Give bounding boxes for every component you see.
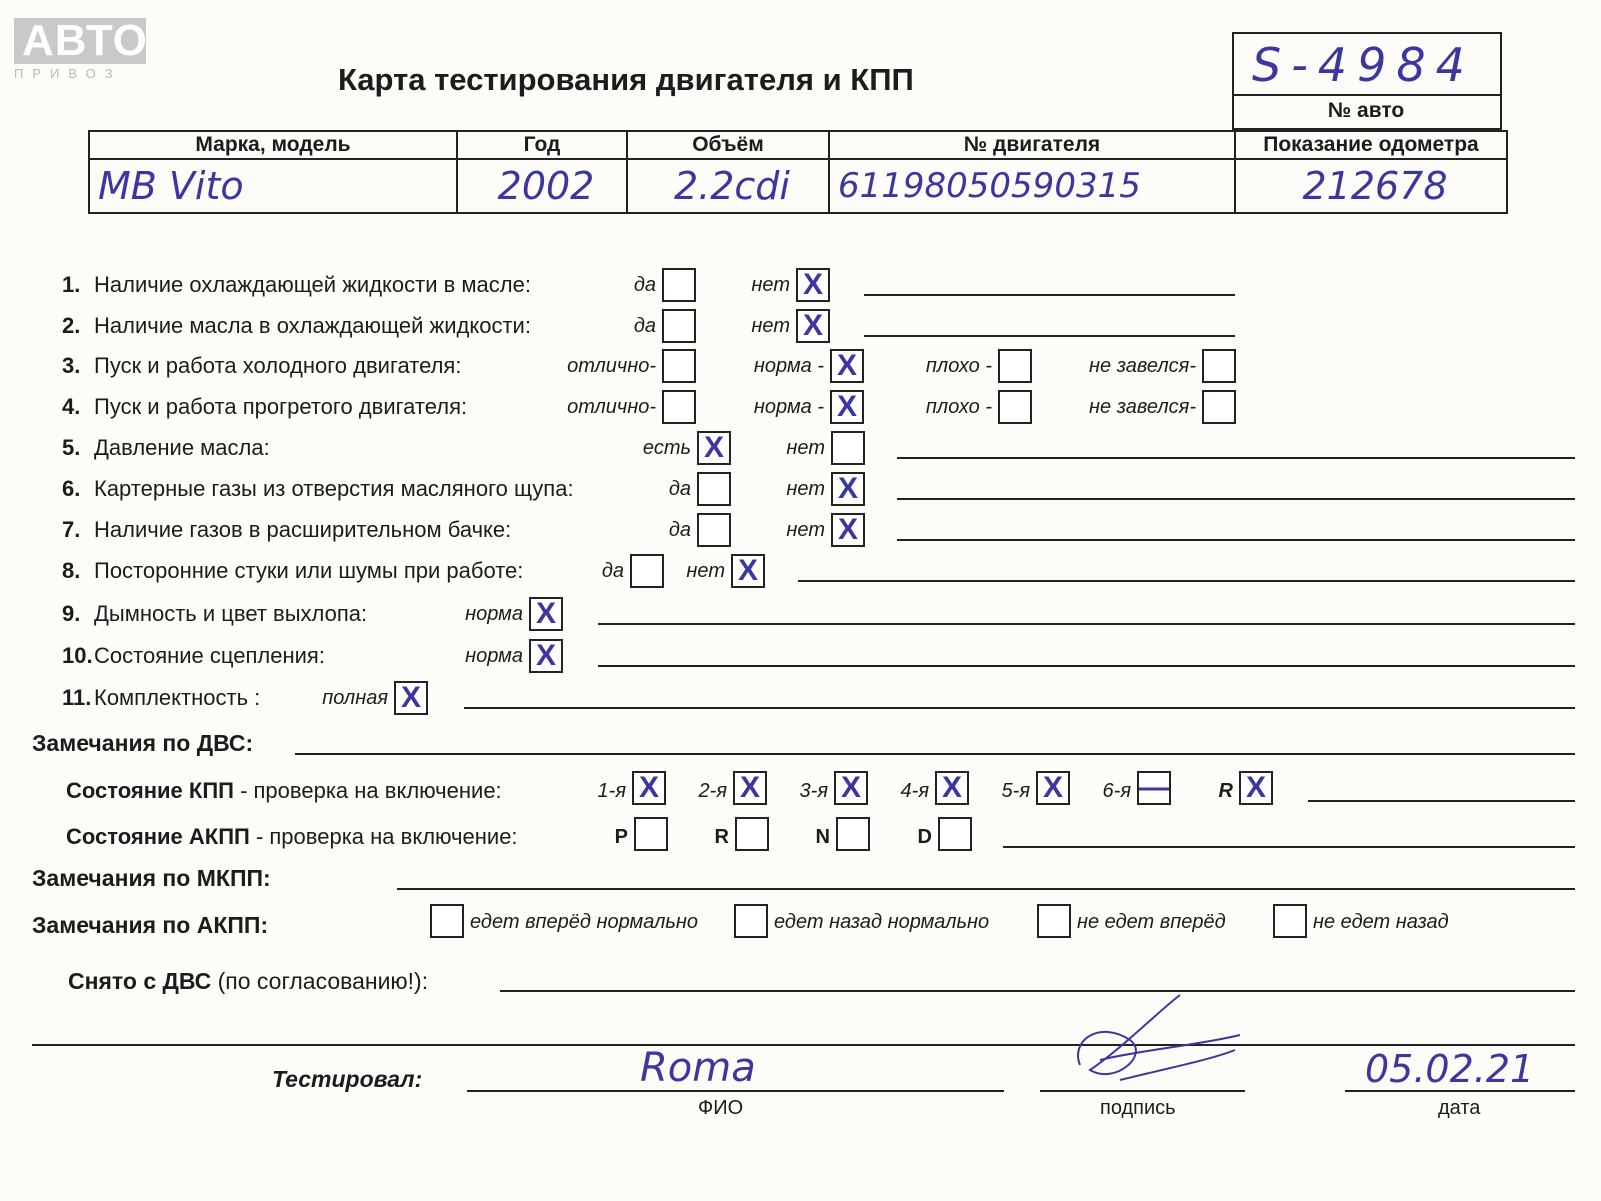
checklist-item-8 xyxy=(62,558,523,584)
check-mark: — xyxy=(1139,771,1169,804)
item-text: Дымность и цвет выхлопа: xyxy=(94,601,368,626)
remarks-mkpp-label: Замечания по МКПП: xyxy=(32,865,271,891)
option-label: плохо - xyxy=(925,396,992,418)
gear-label: 4-я xyxy=(900,780,929,802)
checklist-item-10 xyxy=(62,643,325,669)
item-remark-line[interactable] xyxy=(897,457,1575,459)
item-number: 9. xyxy=(62,601,81,626)
akpp-remark-label: не едет вперёд xyxy=(1077,911,1226,933)
gear-checkbox[interactable] xyxy=(1239,771,1273,805)
akpp-remark-checkbox[interactable] xyxy=(734,904,768,938)
date-line[interactable] xyxy=(1345,1090,1575,1092)
option-label: нет xyxy=(786,478,825,500)
item-remark-line[interactable] xyxy=(798,580,1575,582)
col-header-model: Марка, модель xyxy=(89,131,457,159)
item-text: Состояние сцепления: xyxy=(94,643,325,668)
item-remark-line[interactable] xyxy=(598,665,1575,667)
option-checkbox[interactable] xyxy=(831,513,865,547)
check-mark: X xyxy=(1042,771,1063,804)
option-label: не завелся- xyxy=(1089,355,1196,377)
check-mark: X xyxy=(739,771,760,804)
akpp-label-bold: Состояние АКПП xyxy=(66,824,250,849)
option-label: да xyxy=(601,560,624,582)
option-label: да xyxy=(633,315,656,337)
item-remark-line[interactable] xyxy=(864,294,1235,296)
akpp-mode-label: R xyxy=(714,826,729,848)
akpp-remark-label: едет назад нормально xyxy=(774,911,990,933)
akpp-remark-checkbox[interactable] xyxy=(1273,904,1307,938)
value-odometer: 212678 xyxy=(1235,159,1507,213)
vehicle-info-table xyxy=(88,130,1508,214)
check-mark: X xyxy=(837,513,858,546)
option-label: плохо - xyxy=(925,355,992,377)
checklist-item-6 xyxy=(62,476,574,502)
akpp-mode-checkbox[interactable] xyxy=(836,817,870,851)
item-number: 2. xyxy=(62,313,81,338)
item-text: Наличие масла в охлаждающей жидкости: xyxy=(94,313,531,338)
col-header-odometer: Показание одометра xyxy=(1235,131,1507,159)
option-label: нет xyxy=(786,519,825,541)
option-checkbox[interactable] xyxy=(662,349,696,383)
date-value: 05.02.21 xyxy=(1365,1047,1535,1091)
akpp-mode-label: N xyxy=(815,826,830,848)
kpp-label-rest: - проверка на включение: xyxy=(233,778,502,803)
col-header-year: Год xyxy=(457,131,627,159)
page-title: Карта тестирования двигателя и КПП xyxy=(338,62,914,97)
gear-checkbox[interactable] xyxy=(834,771,868,805)
item-text: Наличие охлаждающей жидкости в масле: xyxy=(94,272,531,297)
option-label: да xyxy=(668,478,691,500)
check-mark: X xyxy=(703,431,724,464)
gear-checkbox[interactable] xyxy=(733,771,767,805)
checklist-item-1 xyxy=(62,272,531,298)
remarks-mkpp-line[interactable] xyxy=(397,888,1575,890)
removed-label-rest: (по согласованию!): xyxy=(211,968,429,994)
tester-name: Roma xyxy=(640,1045,756,1091)
auto-number-value: S-4984 xyxy=(1252,38,1475,92)
item-text: Пуск и работа прогретого двигателя: xyxy=(94,394,468,419)
signature-line[interactable] xyxy=(1040,1090,1245,1092)
akpp-mode-checkbox[interactable] xyxy=(735,817,769,851)
option-label: отлично- xyxy=(567,396,656,418)
akpp-remark-checkbox[interactable] xyxy=(1037,904,1071,938)
remarks-akpp-label: Замечания по АКПП: xyxy=(32,912,269,938)
option-checkbox[interactable] xyxy=(529,639,563,673)
option-label: нет xyxy=(751,274,790,296)
checklist-item-7 xyxy=(62,517,511,543)
name-line[interactable] xyxy=(467,1090,1004,1092)
check-mark: X xyxy=(836,349,857,382)
item-number: 6. xyxy=(62,476,81,501)
remarks-dvs-line[interactable] xyxy=(295,753,1575,755)
check-mark: X xyxy=(836,390,857,423)
gear-checkbox[interactable] xyxy=(1137,771,1171,805)
gear-checkbox[interactable] xyxy=(632,771,666,805)
name-caption: ФИО xyxy=(698,1097,744,1119)
item-text: Комплектность : xyxy=(94,685,261,710)
item-remark-line[interactable] xyxy=(897,539,1575,541)
value-engine-no: 61198050590315 xyxy=(829,159,1235,213)
akpp-mode-label: D xyxy=(917,826,932,848)
option-checkbox[interactable] xyxy=(796,268,830,302)
signature-caption: подпись xyxy=(1100,1097,1176,1119)
item-number: 11. xyxy=(62,685,92,710)
option-checkbox[interactable] xyxy=(796,309,830,343)
item-text: Пуск и работа холодного двигателя: xyxy=(94,353,462,378)
item-text: Давление масла: xyxy=(94,435,270,460)
item-number: 5. xyxy=(62,435,81,460)
remarks-dvs-label: Замечания по ДВС: xyxy=(32,730,254,756)
akpp-label xyxy=(66,824,518,850)
item-number: 7. xyxy=(62,517,81,542)
divider-line xyxy=(32,1044,1575,1046)
signature-scribble xyxy=(1060,990,1260,1100)
check-mark: X xyxy=(837,472,858,505)
checklist-item-11 xyxy=(62,685,260,711)
option-label: норма xyxy=(465,603,523,625)
logo-main-text: АВТО xyxy=(14,18,146,64)
option-label: отлично- xyxy=(567,355,656,377)
akpp-remark-label: едет вперёд нормально xyxy=(470,911,699,933)
akpp-mode-label: P xyxy=(614,826,628,848)
gear-label: 1-я xyxy=(597,780,626,802)
option-checkbox[interactable] xyxy=(1202,349,1236,383)
item-number: 3. xyxy=(62,353,81,378)
item-text: Наличие газов в расширительном бачке: xyxy=(94,517,512,542)
akpp-remark-checkbox[interactable] xyxy=(430,904,464,938)
value-year: 2002 xyxy=(457,159,627,213)
checklist-item-3 xyxy=(62,353,461,379)
option-label: да xyxy=(668,519,691,541)
check-mark: X xyxy=(638,771,659,804)
gear-label: 6-я xyxy=(1102,780,1131,802)
col-header-volume: Объём xyxy=(627,131,829,159)
checklist-item-4 xyxy=(62,394,467,420)
check-mark: X xyxy=(737,554,758,587)
option-label: нет xyxy=(786,437,825,459)
akpp-mode-checkbox[interactable] xyxy=(938,817,972,851)
gear-checkbox[interactable] xyxy=(1036,771,1070,805)
checklist-item-9 xyxy=(62,601,367,627)
option-checkbox[interactable] xyxy=(998,390,1032,424)
kpp-label xyxy=(66,778,502,804)
option-checkbox[interactable] xyxy=(998,349,1032,383)
option-checkbox[interactable] xyxy=(831,472,865,506)
option-checkbox[interactable] xyxy=(529,597,563,631)
option-checkbox[interactable] xyxy=(831,431,865,465)
option-label: нет xyxy=(686,560,725,582)
option-checkbox[interactable] xyxy=(662,390,696,424)
option-checkbox[interactable] xyxy=(830,349,864,383)
option-label: не завелся- xyxy=(1089,396,1196,418)
value-model: MB Vito xyxy=(89,159,457,213)
checklist-item-2 xyxy=(62,313,531,339)
option-label: да xyxy=(633,274,656,296)
option-label: полная xyxy=(322,687,388,709)
auto-number-label: № авто xyxy=(1327,99,1405,122)
akpp-mode-checkbox[interactable] xyxy=(634,817,668,851)
col-header-engine-no: № двигателя xyxy=(829,131,1235,159)
item-remark-line[interactable] xyxy=(864,335,1235,337)
kpp-label-bold: Состояние КПП xyxy=(66,778,234,803)
check-mark: X xyxy=(840,771,861,804)
gear-label: 2-я xyxy=(698,780,727,802)
option-checkbox[interactable] xyxy=(1202,390,1236,424)
item-number: 10. xyxy=(62,643,93,668)
option-label: норма xyxy=(465,645,523,667)
logo-sub-text: ПРИВОЗ xyxy=(14,66,122,81)
item-number: 4. xyxy=(62,394,81,419)
kpp-remarks-line[interactable] xyxy=(1308,800,1575,802)
item-number: 8. xyxy=(62,558,81,583)
check-mark: X xyxy=(400,681,421,714)
removed-label xyxy=(68,968,428,995)
tested-label: Тестировал: xyxy=(272,1066,423,1092)
option-checkbox[interactable] xyxy=(394,681,428,715)
gear-label: R xyxy=(1218,780,1233,802)
checklist-item-5 xyxy=(62,435,270,461)
gear-label: 5-я xyxy=(1001,780,1030,802)
item-text: Картерные газы из отверстия масляного щупа: xyxy=(94,476,574,501)
item-number: 1. xyxy=(62,272,81,297)
check-mark: X xyxy=(802,309,823,342)
option-label: нет xyxy=(751,315,790,337)
removed-label-bold: Снято с ДВС xyxy=(68,968,212,994)
option-checkbox[interactable] xyxy=(830,390,864,424)
akpp-label-rest: - проверка на включение: xyxy=(249,824,518,849)
item-remark-line[interactable] xyxy=(464,707,1575,709)
logo xyxy=(14,18,146,81)
option-checkbox[interactable] xyxy=(731,554,765,588)
akpp-remarks-line[interactable] xyxy=(1003,846,1575,848)
auto-box-divider xyxy=(1232,94,1500,96)
gear-label: 3-я xyxy=(799,780,828,802)
check-mark: X xyxy=(535,597,556,630)
check-mark: X xyxy=(802,268,823,301)
check-mark: X xyxy=(535,639,556,672)
item-text: Посторонние стуки или шумы при работе: xyxy=(94,558,524,583)
item-remark-line[interactable] xyxy=(598,623,1575,625)
option-label: норма - xyxy=(753,355,824,377)
item-remark-line[interactable] xyxy=(897,498,1575,500)
check-mark: X xyxy=(1245,771,1266,804)
removed-line[interactable] xyxy=(500,990,1575,992)
date-caption: дата xyxy=(1438,1097,1481,1119)
akpp-remark-label: не едет назад xyxy=(1313,911,1449,933)
option-label: есть xyxy=(642,437,691,459)
option-label: норма - xyxy=(753,396,824,418)
value-volume: 2.2cdi xyxy=(627,159,829,213)
gear-checkbox[interactable] xyxy=(935,771,969,805)
check-mark: X xyxy=(941,771,962,804)
